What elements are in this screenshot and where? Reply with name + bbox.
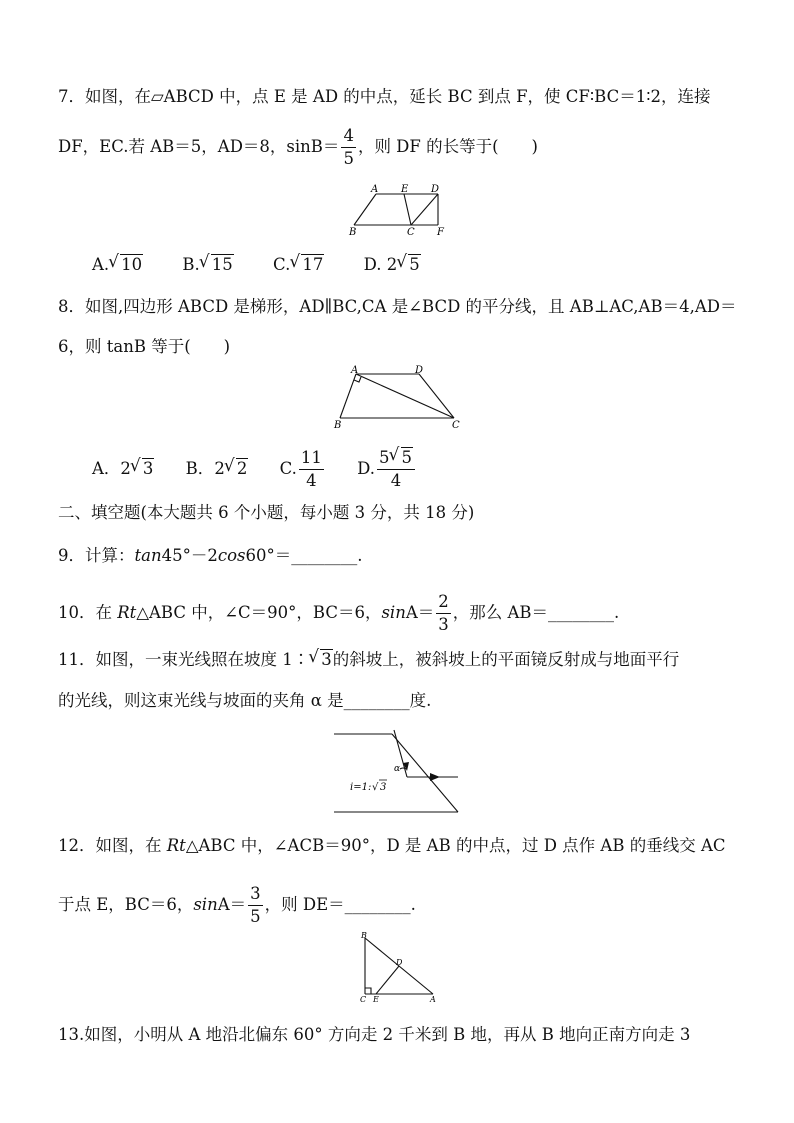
q8-option-d[interactable]: D. $\frac{5√ 5}{4}$	[357, 459, 417, 478]
q12-label-A: A	[430, 995, 436, 1004]
q8-label-B: B	[334, 420, 342, 431]
q8-label-D: D	[415, 365, 424, 376]
q8-options	[92, 450, 417, 489]
q10-line: 10．在 Rt△ABC 中，∠C＝90°，BC＝6，sinA＝ $\frac{2}{3}$ ，那么 AB＝________.	[58, 592, 620, 634]
q12-line2: 于点 E，BC＝6，sinA＝ $\frac{3}{5}$ ，则 DE＝________.	[58, 884, 416, 926]
q9-line: 9．计算：tan45°－2cos60°＝________.	[58, 546, 363, 565]
q7-option-c[interactable]: C.√ 17	[273, 255, 324, 274]
q11-slope-root-sign: √	[372, 782, 379, 793]
q7-label-C: C	[407, 227, 415, 238]
q7-sinB-fraction: $\frac{4}{5}$	[343, 126, 354, 168]
q7-line2	[58, 128, 538, 167]
q12-label-D: D	[396, 958, 403, 967]
q12-label-E: E	[373, 995, 379, 1004]
q11-slope-label: i=1:	[350, 782, 372, 793]
q7-label-A: A	[371, 184, 379, 195]
q12-triangle-figure	[355, 930, 445, 1005]
q7-line2-after: ，则 DF 的长等于( )	[357, 137, 538, 156]
q11-slope-figure	[330, 722, 465, 820]
q10-sinA-fraction: $\frac{2}{3}$	[438, 592, 449, 634]
q13-line1: 13.如图，小明从 A 地沿北偏东 60° 方向走 2 千米到 B 地，再从 B 地向正南方向走 3	[58, 1025, 691, 1044]
q8-option-b[interactable]: B．2√ 2	[186, 459, 249, 478]
q8-line2: 6，则 tanB 等于( )	[58, 337, 231, 356]
q7-parallelogram-figure	[340, 182, 460, 238]
q7-option-a[interactable]: A.√ 10	[92, 255, 143, 274]
q7-options	[92, 254, 455, 276]
q8-option-a[interactable]: A．2√ 3	[92, 459, 154, 478]
q7-line1: 7．如图，在▱ABCD 中，点 E 是 AD 的中点，延长 BC 到点 F，使 CF∶BC＝1∶2，连接	[58, 87, 711, 106]
q11-line2: 的光线，则这束光线与坡面的夹角 α 是________度.	[58, 691, 432, 710]
q11-line1: 11．如图，一束光线照在坡度 1∶√ 3的斜坡上，被斜坡上的平面镜反射成与地面平行	[58, 649, 679, 671]
q7-label-E: E	[401, 184, 409, 195]
section2-heading: 二、填空题(本大题共 6 个小题，每小题 3 分，共 18 分)	[58, 503, 475, 522]
q11-slope-radicand: 3	[380, 782, 387, 793]
q8-line1: 8．如图,四边形 ABCD 是梯形，AD∥BC,CA 是∠BCD 的平分线，且 AB⊥AC,AB＝4,AD＝	[58, 297, 737, 316]
q11-alpha-label: α	[394, 764, 401, 774]
q8-label-A: A	[351, 365, 359, 376]
q12-line1: 12．如图，在 Rt△ABC 中，∠ACB＝90°，D 是 AB 的中点，过 D 点作 AB 的垂线交 AC	[58, 836, 726, 855]
q8-label-C: C	[452, 420, 460, 431]
q12-label-C: C	[360, 995, 367, 1004]
q12-label-B: B	[361, 931, 367, 940]
q8-option-c[interactable]: C. $\frac{11}{4}$	[279, 448, 322, 490]
q12-sinA-fraction: $\frac{3}{5}$	[250, 884, 261, 926]
q7-label-D: D	[431, 184, 440, 195]
q7-label-F: F	[437, 227, 444, 238]
q7-line2-before: DF，EC.若 AB＝5，AD＝8，sinB＝	[58, 137, 340, 156]
q8-trapezoid-figure	[330, 362, 465, 432]
q7-option-b[interactable]: B.√ 15	[182, 255, 233, 274]
q7-label-B: B	[349, 227, 357, 238]
q7-option-d[interactable]: D. 2√ 5	[364, 255, 421, 274]
